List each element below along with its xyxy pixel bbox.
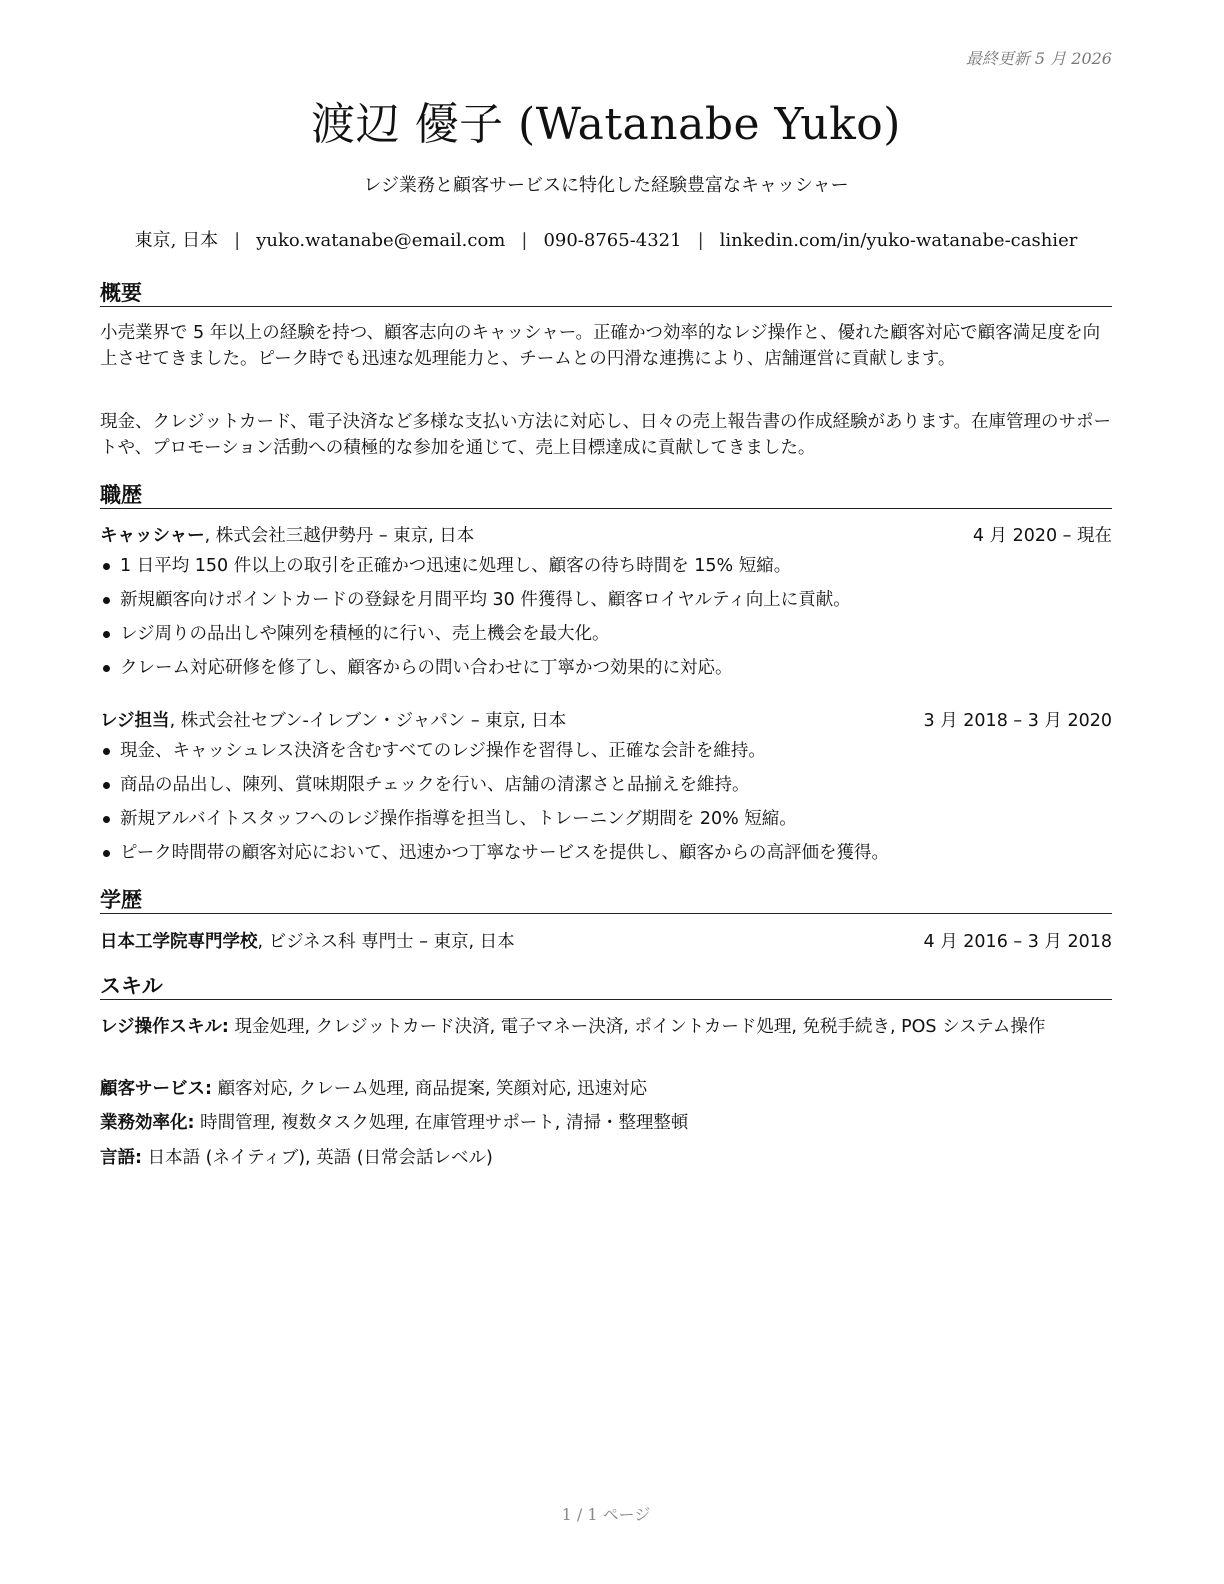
tagline: レジ業務と顧客サービスに特化した経験豊富なキャッシャー bbox=[363, 175, 849, 196]
skill-line bbox=[100, 1014, 1112, 1040]
contact-separator: | bbox=[697, 230, 704, 251]
summary-paragraph: 小売業界で 5 年以上の経験を持つ、顧客志向のキャッシャー。正確かつ効率的なレジ操作と、優れた顧客対応で顧客満足度を向上させてきました。ピーク時でも迅速な処理能力と、チームとの円滑な連携により、店舗運営に貢献します。 bbox=[100, 323, 1101, 369]
bullet-item: 新規アルバイトスタッフへのレジ操作指導を担当し、トレーニング期間を 20% 短縮。 bbox=[100, 806, 1112, 840]
skill-value: 顧客対応, クレーム処理, 商品提案, 笑顔対応, 迅速対応 bbox=[212, 1079, 648, 1099]
last-updated: 最終更新 5 月 2026 bbox=[965, 49, 1112, 68]
contact-email[interactable]: yuko.watanabe@email.com bbox=[256, 230, 506, 251]
skill-label: レジ操作スキル: bbox=[100, 1017, 229, 1037]
education-dates: 4 月 2016 – 3 月 2018 bbox=[923, 932, 1112, 952]
skill-label: 言語: bbox=[100, 1148, 142, 1168]
job-dates: 4 月 2020 – 現在 bbox=[972, 526, 1112, 546]
page-indicator: 1 / 1 ページ bbox=[561, 1505, 651, 1524]
section-title-skills: スキル bbox=[100, 970, 1112, 1000]
bullet-item: 現金、キャッシュレス決済を含むすべてのレジ操作を習得し、正確な会計を維持。 bbox=[100, 738, 1112, 772]
job-dates: 3 月 2018 – 3 月 2020 bbox=[923, 711, 1112, 731]
skill-value: 日本語 (ネイティブ), 英語 (日常会話レベル) bbox=[142, 1148, 493, 1168]
skill-label: 業務効率化: bbox=[100, 1113, 195, 1133]
contact-separator: | bbox=[521, 230, 528, 251]
section-title-education: 学歴 bbox=[100, 884, 1112, 914]
bullet-item: 1 日平均 150 件以上の取引を正確かつ迅速に処理し、顧客の待ち時間を 15% 短縮。 bbox=[100, 553, 1112, 587]
summary-paragraph: 現金、クレジットカード、電子決済など多様な支払い方法に対応し、日々の売上報告書の作成経験があります。在庫管理のサポートや、プロモーション活動への積極的な参加を通じて、売上目標達成に貢献してきました。 bbox=[100, 412, 1112, 458]
bullet-item: 新規顧客向けポイントカードの登録を月間平均 30 件獲得し、顧客ロイヤルティ向上に貢献。 bbox=[100, 587, 1112, 621]
bullet-item: ピーク時間帯の顧客対応において、迅速かつ丁寧なサービスを提供し、顧客からの高評価を獲得。 bbox=[100, 840, 1112, 874]
candidate-name: 渡辺 優子 (Watanabe Yuko) bbox=[311, 99, 901, 150]
education-entry bbox=[100, 928, 1112, 954]
bullet-item: 商品の品出し、陳列、賞味期限チェックを行い、店舗の清潔さと品揃えを維持。 bbox=[100, 772, 1112, 806]
section-title-experience: 職歴 bbox=[100, 479, 1112, 509]
contact-phone[interactable]: 090-8765-4321 bbox=[543, 230, 682, 251]
section-title-summary: 概要 bbox=[100, 277, 1112, 307]
bullet-item: クレーム対応研修を修了し、顧客からの問い合わせに丁寧かつ効果的に対応。 bbox=[100, 655, 1112, 689]
skill-label: 顧客サービス: bbox=[100, 1079, 212, 1099]
skill-value: 時間管理, 複数タスク処理, 在庫管理サポート, 清掃・整理整頓 bbox=[194, 1113, 689, 1133]
job-bullets bbox=[100, 738, 1112, 874]
contact-location: 東京, 日本 bbox=[134, 230, 219, 251]
job-org: , 株式会社三越伊勢丹 – 東京, 日本 bbox=[204, 526, 475, 546]
contact-separator: | bbox=[234, 230, 241, 251]
job-org: , 株式会社セブン-イレブン・ジャパン – 東京, 日本 bbox=[169, 711, 567, 731]
school-name: 日本工学院専門学校 bbox=[100, 932, 258, 952]
bullet-item: レジ周りの品出しや陳列を積極的に行い、売上機会を最大化。 bbox=[100, 621, 1112, 655]
job-role: レジ担当 bbox=[100, 711, 170, 731]
resume-page bbox=[100, 0, 1112, 1584]
job-header bbox=[100, 707, 1112, 733]
skill-line bbox=[100, 1110, 1112, 1136]
education-detail: , ビジネス科 専門士 – 東京, 日本 bbox=[257, 932, 515, 952]
contact-line bbox=[100, 226, 1112, 252]
job-bullets bbox=[100, 553, 1112, 689]
contact-linkedin[interactable]: linkedin.com/in/yuko-watanabe-cashier bbox=[719, 230, 1078, 251]
job-role: キャッシャー bbox=[100, 526, 205, 546]
skill-value: 現金処理, クレジットカード決済, 電子マネー決済, ポイントカード処理, 免税手続き, POS システム操作 bbox=[228, 1017, 1046, 1037]
job-header bbox=[100, 522, 1112, 548]
skill-line bbox=[100, 1145, 1112, 1171]
skill-line bbox=[100, 1076, 1112, 1102]
